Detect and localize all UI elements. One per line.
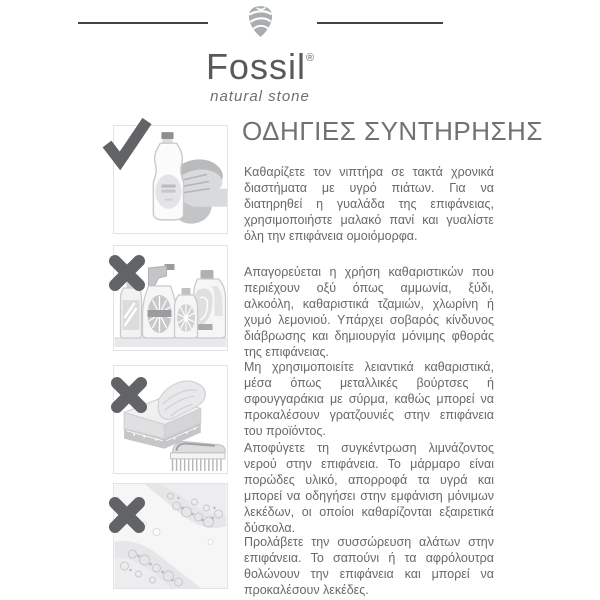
instruction-paragraph-no-abrasives: Μη χρησιμοποιείτε λειαντικά καθαριστικά, μέσα όπως μεταλλικές βούρτσες ή σφουγγαράκια με σύρμα, καθώς μπορεί να προκαλέσουν γρατζουνιές στην επιφάνεια του προϊόντος. [244, 359, 494, 438]
brand-tagline: natural stone [210, 88, 310, 105]
fossil-stone-icon [247, 5, 274, 38]
x-mark-icon [107, 495, 147, 535]
registered-mark: ® [305, 52, 315, 64]
brand-word: Fossil [205, 46, 306, 87]
figure-dish-soap-and-cloth [113, 125, 228, 234]
figure-abrasive-sponge-wire-brush [113, 365, 228, 474]
page-title: ΟΔΗΓΙΕΣ ΣΥΝΤΗΡΗΣΗΣ [242, 116, 543, 146]
x-mark-icon [107, 253, 147, 293]
instruction-paragraph-soap-residue: Προλάβετε την συσσώρευση αλάτων στην επιφάνεια. Το σαπούνι ή τα αφρόλουτρα θολώνουν την επιφάνεια και μπορεί να προκαλέσουν λεκέδες. [244, 534, 494, 597]
instruction-paragraph-no-acids: Απαγορεύεται η χρήση καθαριστικών που περιέχουν οξύ όπως αμμωνία, ξύδι, αλκοόλη, καθαριστικά τζαμιών, χλωρίνη ή χυμό λεμονιού. Υπάρχει σοβαρός κίνδυνος διάβρωσης και δημιουργία μόνιμης φθοράς της επιφάνειας. [244, 264, 494, 359]
fossil-logo [186, 5, 334, 105]
figure-soap-foam-water [113, 483, 228, 589]
instruction-paragraph-no-standing-water: Αποφύγετε τη συγκέντρωση λιμνάζοντος νερού στην επιφάνεια. Το μάρμαρο είναι πορώδες υλικό, απορροφά τα υγρά και μπορεί να οδηγήσει στην εμφάνιση μόνιμων λεκέδων, οι οποίοι καθαρίζονται εξαιρετικά δύσκολα. [244, 440, 494, 535]
x-mark-icon [109, 375, 149, 415]
figure-cleaning-chemicals [113, 245, 228, 351]
brand-name [186, 39, 334, 86]
instruction-paragraph-clean: Καθαρίζετε τον νιπτήρα σε τακτά χρονικά διαστήματα με υγρό πιάτων. Για να διατηρηθεί η γυαλάδα της επιφάνειας, χρησιμοποιήστε μαλακό πανί και γυαλίστε όλη την επιφάνεια ομοιόμορφα. [244, 164, 494, 243]
checkmark-icon [101, 114, 153, 170]
header-rule-right [317, 22, 443, 24]
